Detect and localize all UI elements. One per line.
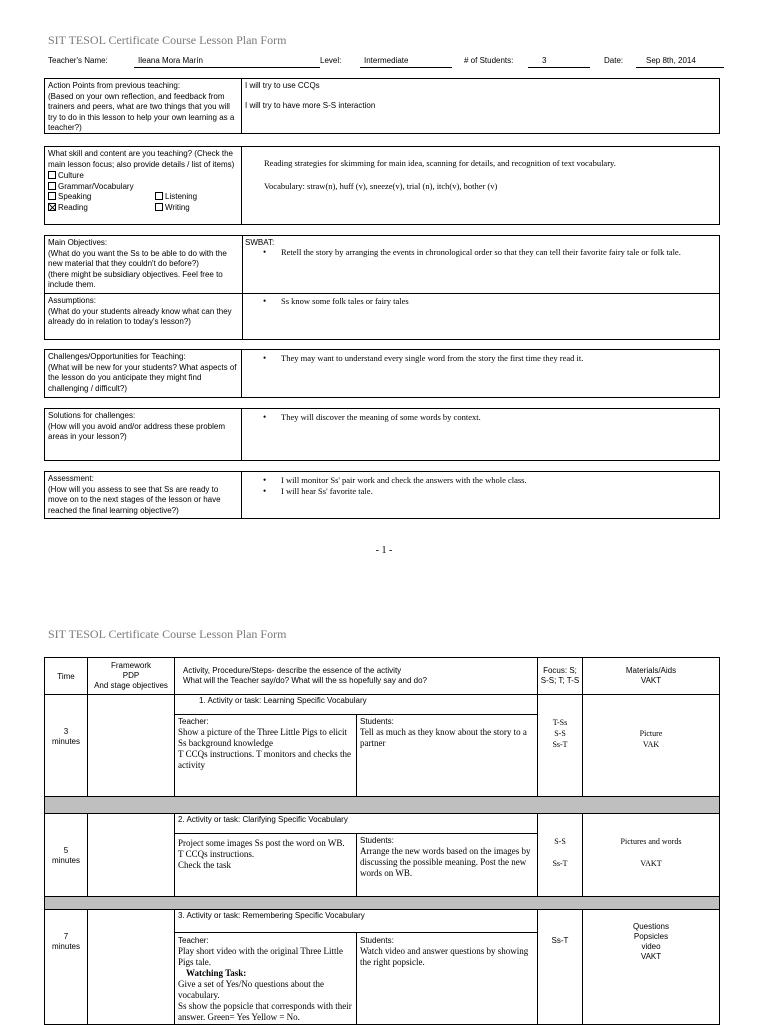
assumptions-content <box>242 294 719 339</box>
row-separator <box>44 796 720 814</box>
checkbox-speaking[interactable] <box>48 192 56 200</box>
row2-framework <box>87 813 175 897</box>
row1-teacher-cell <box>174 714 357 797</box>
col-header-materials: Materials/Aids VAKT <box>582 657 720 695</box>
page-number: - 1 - <box>375 545 393 556</box>
skills-box <box>44 146 720 225</box>
skills-prompt-cell <box>45 147 242 224</box>
row1-students-text: Tell as much as they know about the story to a partner <box>360 727 527 748</box>
row1-teacher-label: Teacher: <box>178 717 209 726</box>
row3-time: 7 minutes <box>44 909 88 1025</box>
row1-task: 1. Activity or task: Learning Specific Vocabulary <box>174 694 538 715</box>
objectives-box <box>44 235 720 340</box>
checkbox-listening[interactable] <box>155 192 163 200</box>
row1-framework <box>87 694 175 797</box>
assessment-item-2: • I will hear Ss' favorite tale. <box>245 486 716 496</box>
speaking-label: Speaking <box>58 192 92 201</box>
assumption-item-1: • Ss know some folk tales or fairy tales <box>245 296 716 306</box>
solutions-content <box>242 409 719 460</box>
row2-time: 5 minutes <box>44 813 88 897</box>
row3-students-text: Watch video and answer questions by showing the right popsicle. <box>360 946 529 967</box>
action-points-prompt: Action Points from previous teaching: (Based on your own reflection, and feedback from trainers and peers, what are two things that you will try to do in this lesson to help your own learning as a teacher?) <box>45 79 242 133</box>
assessment-item-1: • I will monitor Ss' pair work and check the answers with the whole class. <box>245 475 716 485</box>
row3-students-cell <box>356 932 538 1025</box>
objectives-prompt: Main Objectives: (What do you want the Ss to be able to do with the new material that they couldn't do before?) (there might be subsidiary objectives. Feel free to include them. <box>48 238 227 289</box>
teacher-value: Ileana Mora Marín <box>138 56 203 65</box>
checkbox-culture[interactable] <box>48 171 56 179</box>
form-title: SIT TESOL Certificate Course Lesson Plan Form <box>48 33 287 47</box>
row3-task: 3. Activity or task: Remembering Specific Vocabulary <box>174 909 538 933</box>
skills-details <box>242 147 719 224</box>
row3-watching-task: Watching Task: <box>186 968 247 978</box>
skills-detail-1: Reading strategies for skimming for main idea, scanning for details, and recognition of text vocabulary. <box>264 158 616 168</box>
checkbox-writing[interactable] <box>155 203 163 211</box>
level-value: Intermediate <box>364 56 409 65</box>
assessment-box <box>44 471 720 519</box>
row1-students-cell <box>356 714 538 797</box>
culture-label: Culture <box>58 171 84 180</box>
swbat-label: SWBAT: <box>245 238 275 247</box>
assumptions-prompt: Assumptions: (What do your students already know what can they already do in relation to today's lesson?) <box>48 296 232 326</box>
skills-prompt: What skill and content are you teaching? (Check the main lesson focus; also provide details / list of items) <box>48 149 235 169</box>
row-separator-2 <box>44 896 720 910</box>
row3-teacher-cell <box>174 932 357 1025</box>
col-header-activity: Activity, Procedure/Steps- describe the essence of the activity What will the Teacher say/do? What will the ss hopefully say and do? <box>174 657 538 695</box>
row2-students-text: Arrange the new words based on the images by discussing the possible meaning. Post the new words on WB. <box>360 846 531 878</box>
row2-students-cell <box>356 833 538 897</box>
challenges-box <box>44 349 720 398</box>
level-underline <box>360 67 452 68</box>
row2-students-label: Students: <box>360 836 394 845</box>
row1-focus: T-Ss S-S Ss-T <box>537 694 583 797</box>
col-header-framework: Framework PDP And stage objectives <box>87 657 175 695</box>
solutions-prompt: Solutions for challenges: (How will you avoid and/or address these problem areas in your lesson?) <box>45 409 242 460</box>
row2-focus: S-S Ss-T <box>537 813 583 897</box>
challenges-prompt: Challenges/Opportunities for Teaching: (What will be new for your students? What aspects of the lesson do you anticipate they might find challenging / difficult?) <box>45 350 242 397</box>
row1-students-label: Students: <box>360 717 394 726</box>
row3-framework <box>87 909 175 1025</box>
row1-teacher-text: Show a picture of the Three Little Pigs to elicit Ss background knowledge T CCQs instructions. T monitors and checks the activity <box>178 727 351 770</box>
students-underline <box>528 67 590 68</box>
reading-label: Reading <box>58 202 88 212</box>
checkbox-reading[interactable] <box>48 203 56 211</box>
row3-focus: Ss-T <box>537 909 583 1025</box>
solution-item-1: • They will discover the meaning of some words by context. <box>245 412 716 422</box>
objective-item-1: • Retell the story by arranging the events in chronological order so that they can tell their favorite fairy tale or folk tale. <box>245 247 716 257</box>
row3-teacher-label: Teacher: <box>178 936 209 945</box>
action-point-2: I will try to have more S-S interaction <box>245 101 376 110</box>
date-value: Sep 8th, 2014 <box>646 56 696 65</box>
assessment-prompt: Assessment: (How will you assess to see that Ss are ready to move on to the next stages of the lesson or have reached the final learning objective?) <box>45 472 242 518</box>
col-header-time: Time <box>44 657 88 695</box>
level-label: Level: <box>320 56 342 65</box>
row1-time: 3 minutes <box>44 694 88 797</box>
assessment-content <box>242 472 719 518</box>
action-points-content <box>242 79 719 133</box>
row3-teacher-text2: Give a set of Yes/No questions about the vocabulary. Ss show the popsicle that corresponds with their answer. Green= Yes Yellow = No. <box>178 979 352 1022</box>
solutions-box <box>44 408 720 461</box>
row2-materials: Pictures and words VAKT <box>582 813 720 897</box>
skills-detail-2: Vocabulary: straw(n), huff (v), sneeze(v), trial (n), itch(v), bother (v) <box>264 181 498 191</box>
listening-label: Listening <box>165 192 198 201</box>
row3-students-label: Students: <box>360 936 394 945</box>
objectives-content <box>242 236 719 294</box>
header-row <box>48 54 724 68</box>
students-label: # of Students: <box>464 56 514 65</box>
row2-task: 2. Activity or task: Clarifying Specific Vocabulary <box>174 813 538 834</box>
row2-teacher-cell <box>174 833 357 897</box>
teacher-underline <box>134 67 320 68</box>
row3-materials: Questions Popsicles video VAKT <box>582 909 720 1025</box>
form-title-page2: SIT TESOL Certificate Course Lesson Plan Form <box>48 627 287 641</box>
grammar-label: Grammar/Vocabulary <box>58 181 134 191</box>
col-header-focus: Focus: S; S-S; T; T-S <box>537 657 583 695</box>
row3-teacher-text: Play short video with the original Three Little Pigs tale. <box>178 946 344 967</box>
row1-materials: Picture VAK <box>582 694 720 797</box>
row2-teacher-text: Project some images Ss post the word on WB. T CCQs instructions. Check the task <box>178 838 345 870</box>
procedure-table <box>44 657 720 1024</box>
action-points-box <box>44 78 720 134</box>
challenge-item-1: • They may want to understand every single word from the story the first time they read it. <box>245 353 716 363</box>
teacher-label: Teacher's Name: <box>48 56 108 65</box>
students-value: 3 <box>542 56 547 65</box>
checkbox-grammar[interactable] <box>48 182 56 190</box>
challenges-content <box>242 350 719 397</box>
date-label: Date: <box>604 56 624 65</box>
action-point-1: I will try to use CCQs <box>245 81 320 90</box>
date-underline <box>636 67 724 68</box>
writing-label: Writing <box>165 202 190 212</box>
